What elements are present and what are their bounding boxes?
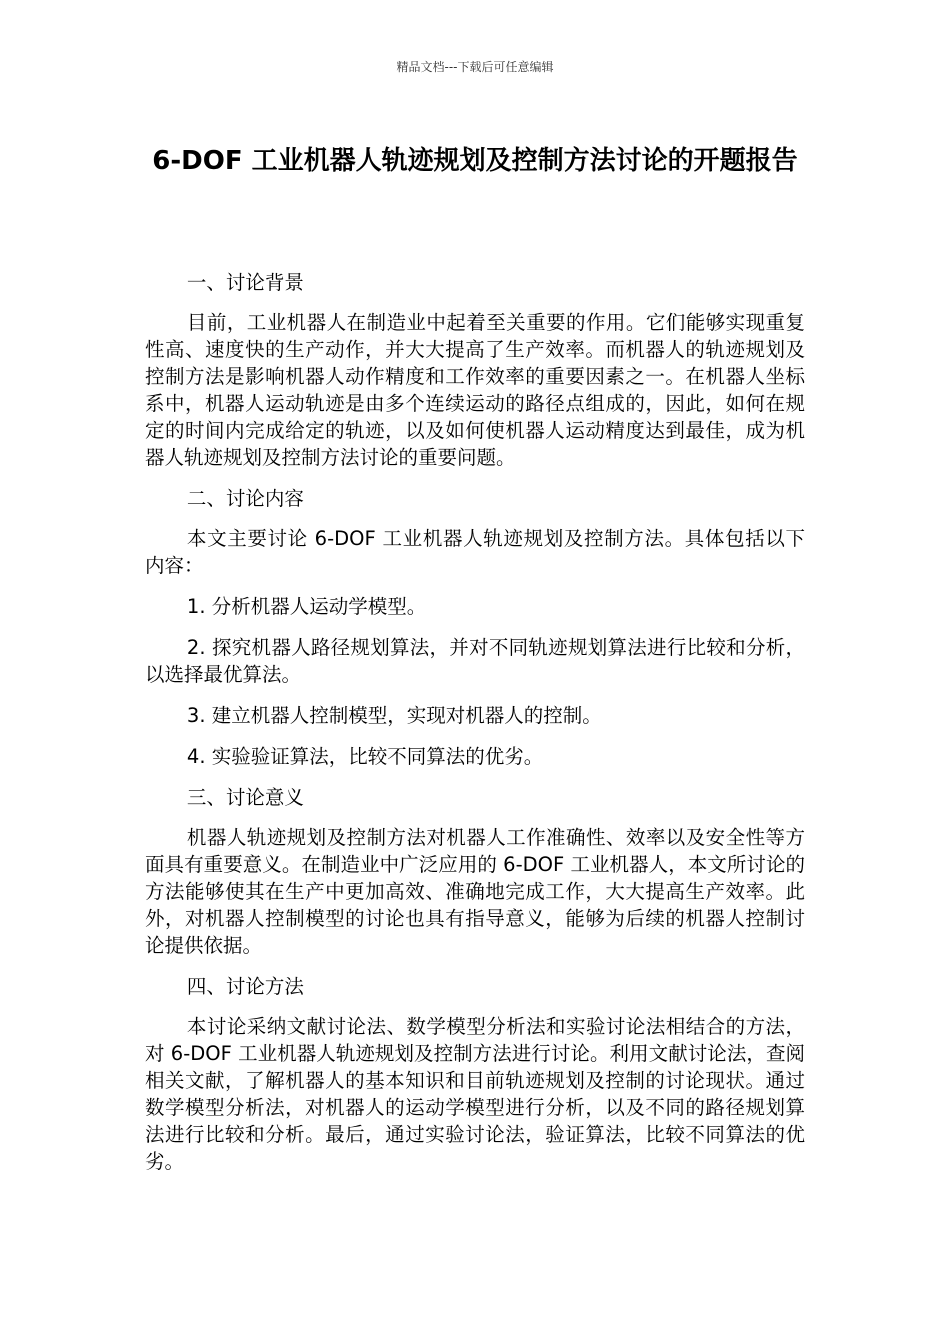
list-item: 4. 实验验证算法，比较不同算法的优劣。 [186, 745, 544, 768]
section-heading-content: 二、讨论内容 [186, 487, 304, 510]
list-item: 2. 探究机器人路径规划算法，并对不同轨迹规划算法进行比较和分析，以选择最优算法。 [145, 636, 805, 686]
paragraph-background: 目前，工业机器人在制造业中起着至关重要的作用。它们能够实现重复性高、速度快的生产动作，并大大提高了生产效率。而机器人的轨迹规划及控制方法是影响机器人动作精度和工作效率的重要因素之一。在机器人坐标系中，机器人运动轨迹是由多个连续运动的路径点组成的，因此，如何在规定的时间内完成给定的轨迹，以及如何使机器人运动精度达到最佳，成为机器人轨迹规划及控制方法讨论的重要问题。 [145, 311, 805, 469]
section-heading-background: 一、讨论背景 [186, 271, 304, 294]
paragraph-significance: 机器人轨迹规划及控制方法对机器人工作准确性、效率以及安全性等方面具有重要意义。在制造业中广泛应用的 6-DOF 工业机器人，本文所讨论的方法能够使其在生产中更加高效、准确地完成工作，大大提高生产效率。此外，对机器人控制模型的讨论也具有指导意义，能够为后续的机器人控制讨论提供依据。 [145, 826, 805, 957]
page-header-watermark: 精品文档---下载后可任意编辑 [396, 60, 554, 74]
section-heading-significance: 三、讨论意义 [186, 786, 304, 809]
list-item: 1. 分析机器人运动学模型。 [186, 595, 427, 618]
paragraph-method: 本讨论采纳文献讨论法、数学模型分析法和实验讨论法相结合的方法，对 6-DOF 工业机器人轨迹规划及控制方法进行讨论。利用文献讨论法，查阅相关文献，了解机器人的基本知识和目前轨迹规划及控制的讨论现状。通过数学模型分析法，对机器人的运动学模型进行分析，以及不同的路径规划算法进行比较和分析。最后，通过实验讨论法，验证算法，比较不同算法的优劣。 [145, 1015, 805, 1173]
paragraph-content-intro: 本文主要讨论 6-DOF 工业机器人轨迹规划及控制方法。具体包括以下内容： [145, 527, 805, 577]
document-title: 6-DOF 工业机器人轨迹规划及控制方法讨论的开题报告 [152, 146, 798, 176]
document-body [145, 269, 805, 1189]
list-item: 3. 建立机器人控制模型，实现对机器人的控制。 [186, 704, 602, 727]
section-heading-method: 四、讨论方法 [186, 975, 304, 998]
